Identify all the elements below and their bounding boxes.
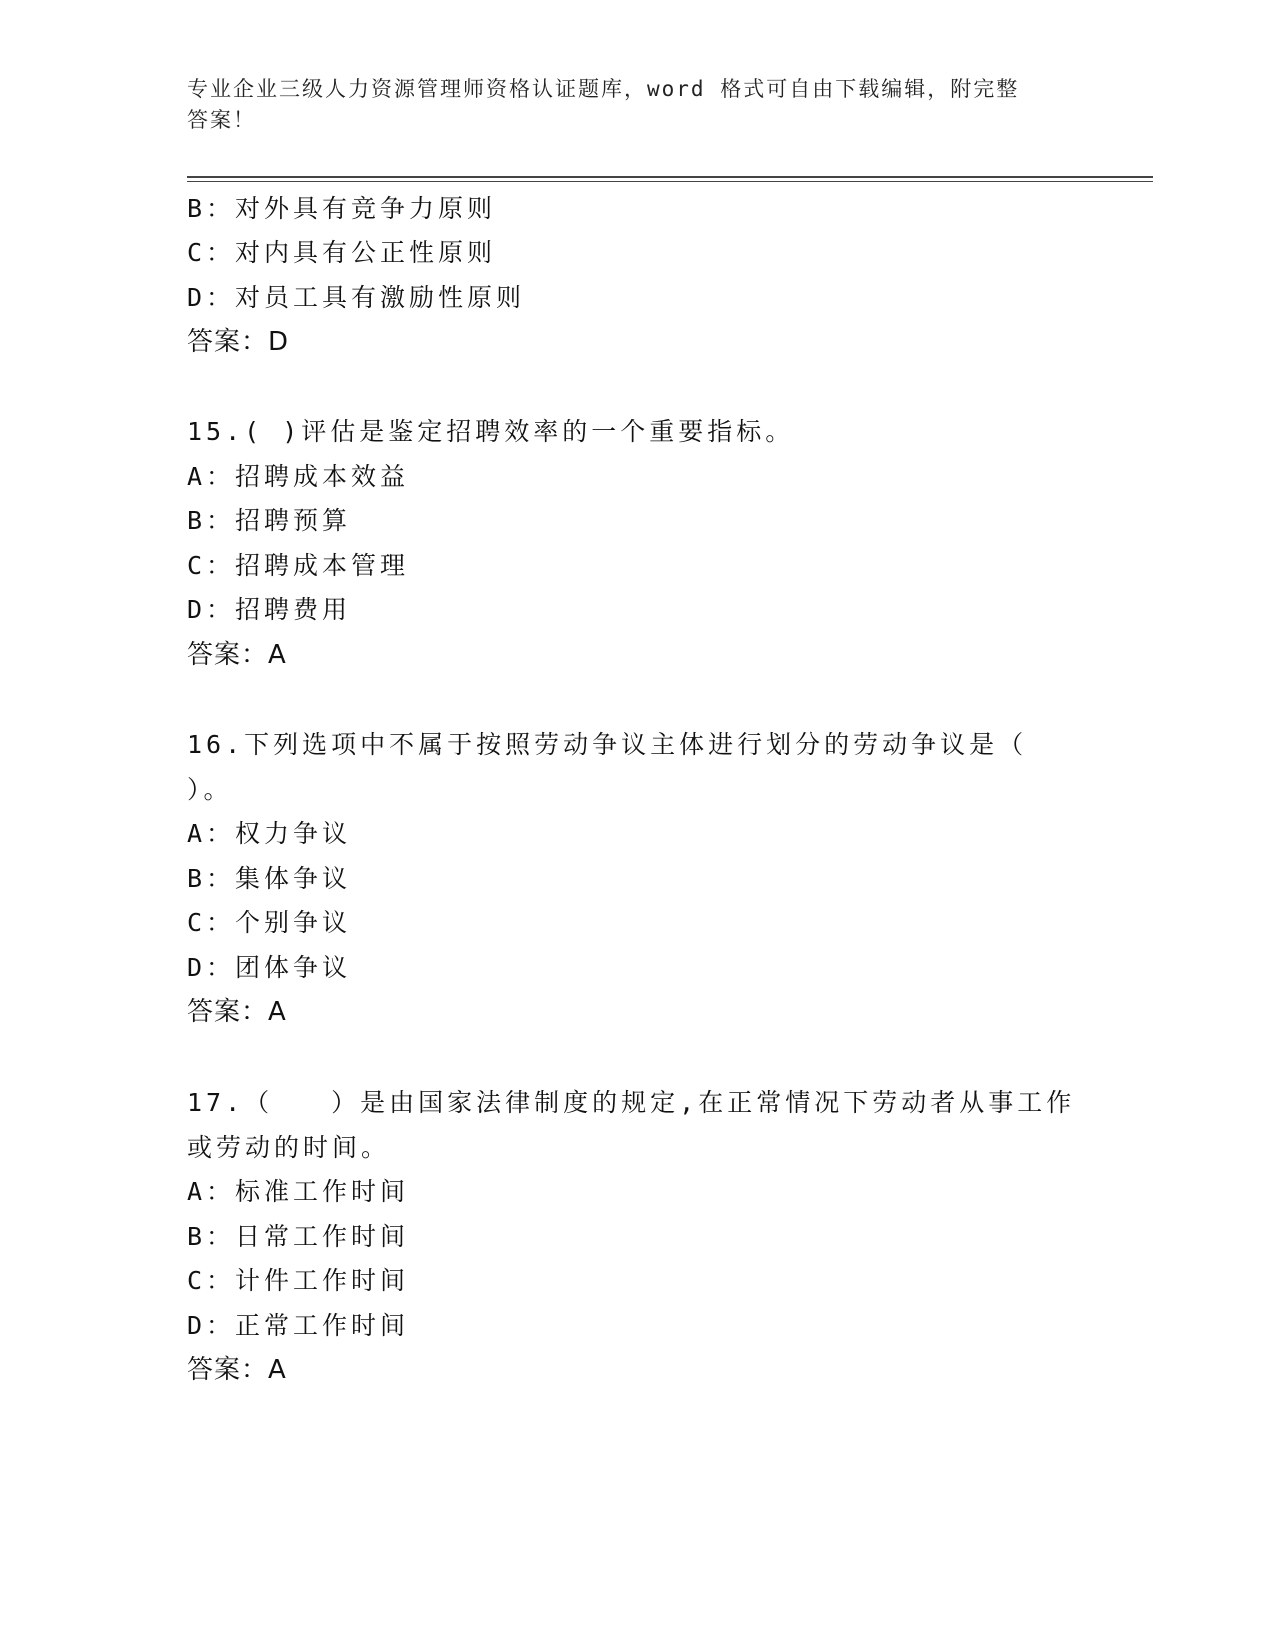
header-line-2: 答案！ — [187, 108, 256, 132]
header-line-1: 专业企业三级人力资源管理师资格认证题库，word 格式可自由下载编辑，附完整 — [187, 77, 1020, 101]
q17-option-d: D：正常工作时间 — [187, 1311, 410, 1340]
q17-option-a: A：标准工作时间 — [187, 1177, 410, 1206]
q17-stem-line-2: 或劳动的时间。 — [187, 1133, 391, 1162]
q15-option-a: A：招聘成本效益 — [187, 462, 410, 491]
header-divider-thick — [187, 176, 1153, 178]
q16-answer: 答案：A — [187, 997, 287, 1027]
q17-stem-line-1: 17.（ ）是由国家法律制度的规定,在正常情况下劳动者从事工作 — [187, 1088, 1076, 1117]
q16-option-b: B：集体争议 — [187, 864, 352, 893]
q16-option-d: D：团体争议 — [187, 953, 352, 982]
q16-stem-line-1: 16.下列选项中不属于按照劳动争议主体进行划分的劳动争议是（ — [187, 730, 1028, 759]
q17-answer: 答案：A — [187, 1355, 287, 1385]
prev-option-d: D：对员工具有激励性原则 — [187, 283, 526, 312]
q16-option-a: A：权力争议 — [187, 819, 352, 848]
q17-option-b: B：日常工作时间 — [187, 1222, 410, 1251]
header-divider-thin — [187, 181, 1153, 182]
q17-option-c: C：计件工作时间 — [187, 1266, 410, 1295]
q16-stem-line-2: ）。 — [187, 775, 233, 804]
document-header — [187, 74, 1067, 136]
prev-answer: 答案：D — [187, 327, 290, 357]
prev-option-b: B：对外具有竞争力原则 — [187, 194, 497, 223]
q16-option-c: C：个别争议 — [187, 908, 352, 937]
q15-option-c: C：招聘成本管理 — [187, 551, 410, 580]
q15-option-b: B：招聘预算 — [187, 506, 352, 535]
q15-option-d: D：招聘费用 — [187, 595, 352, 624]
q15-stem: 15.( )评估是鉴定招聘效率的一个重要指标。 — [187, 417, 795, 446]
q15-answer: 答案：A — [187, 640, 287, 670]
prev-option-c: C：对内具有公正性原则 — [187, 238, 497, 267]
